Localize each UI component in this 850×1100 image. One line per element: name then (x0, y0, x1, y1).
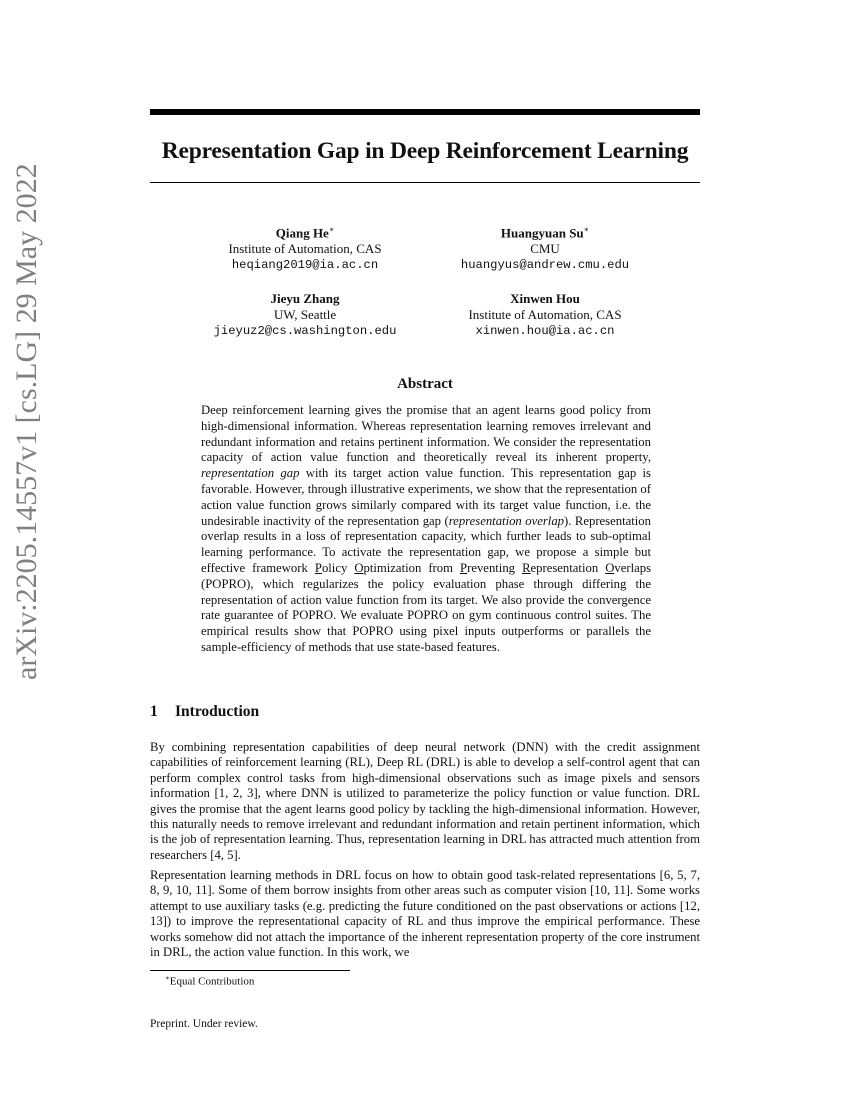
author-affiliation: UW, Seattle (273, 307, 337, 322)
footnote-rule (150, 970, 350, 971)
intro-paragraph: By combining representation capabilities of deep neural network (DNN) with the credit assignment capabilities of reinforcement learning (RL), Deep RL (DRL) is able to develop a self-control agent that can perform complex control tasks from high-dimensional observations such as image pixels and sensors information [1, 2, 3], where DNN is utilized to parameterize the policy function or value function. DRL gives the promise that the agent learns good policy by tackling the high-dimensional information. However, this naturally needs to remove irrelevant and redundant information and retain pertinent information, which is the job of representation learning. Thus, representation learning in DRL has attracted much attention from researchers [4, 5]. (150, 740, 700, 862)
abstract-heading: Abstract (397, 376, 453, 392)
author-affiliation: Institute of Automation, CAS (228, 241, 382, 257)
author-block (395, 291, 695, 339)
author-email: heqiang2019@ia.ac.cn (231, 258, 379, 273)
title-bottom-rule (150, 182, 700, 183)
author-affiliation: Institute of Automation, CAS (468, 307, 622, 322)
title-top-rule (150, 109, 700, 115)
author-affiliation: CMU (530, 241, 560, 257)
paper-title: Representation Gap in Deep Reinforcement Learning (161, 138, 689, 164)
author-email: huangyus@andrew.cmu.edu (460, 258, 630, 273)
author-name: Xinwen Hou (510, 291, 580, 306)
author-name: Jieyu Zhang (270, 291, 340, 306)
author-block (395, 222, 695, 273)
abstract-text: Deep reinforcement learning gives the promise that an agent learns good policy from high-dimensional information. Whereas representation learning removes irrelevant and redundant information and retains pertinent information. We consider the representation capacity of action value function and theoretically reveal its inherent property, representation gap with its target action value function. This representation gap is favorable. However, through illustrative experiments, we show that the representation of action value function grows similarly compared with its target value function, i.e. the undesirable inactivity of the representation gap (representation overlap). Representation overlap results in a loss of representation capacity, which further leads to sub-optimal learning performance. To activate the representation gap, we propose a simple but effective framework Policy Optimization from Preventing Representation Overlaps (POPRO), which regularizes the policy evaluation phase through differing the representation of action value function from its target. We also provide the convergence rate guarantee of POPRO. We evaluate POPRO on gym continuous control suites. The empirical results show that POPRO using pixel inputs outperforms or parallels the sample-efficiency of methods that use state-based features. (201, 403, 652, 654)
author-name: Huangyuan Su∗ (500, 225, 590, 241)
section-heading-introduction: 1 Introduction (150, 703, 260, 720)
intro-paragraph: Representation learning methods in DRL focus on how to obtain good task-related representations [6, 5, 7, 8, 9, 10, 11]. Some of them borrow insights from other areas such as computer vision [10, 11]. Some works attempt to use auxiliary tasks (e.g. predicting the future conditioned on the past observations or actions [12, 13]) to improve the representational capacity of RL and thus improve the empirical performance. These works somehow did not attach the importance of the inherent representation property of the core instrument in DRL, the action value function. In this work, we (150, 868, 700, 960)
footnote: ∗Equal Contribution (165, 974, 255, 988)
arxiv-stamp-text: arXiv:2205.14557v1 [cs.LG] 29 May 2022 (10, 163, 43, 680)
preprint-notice: Preprint. Under review. (150, 1018, 258, 1030)
arxiv-stamp (10, 163, 54, 680)
author-email: jieyuz2@cs.washington.edu (213, 324, 397, 338)
author-name: Qiang He∗ (275, 225, 335, 241)
author-email: xinwen.hou@ia.ac.cn (475, 324, 615, 338)
